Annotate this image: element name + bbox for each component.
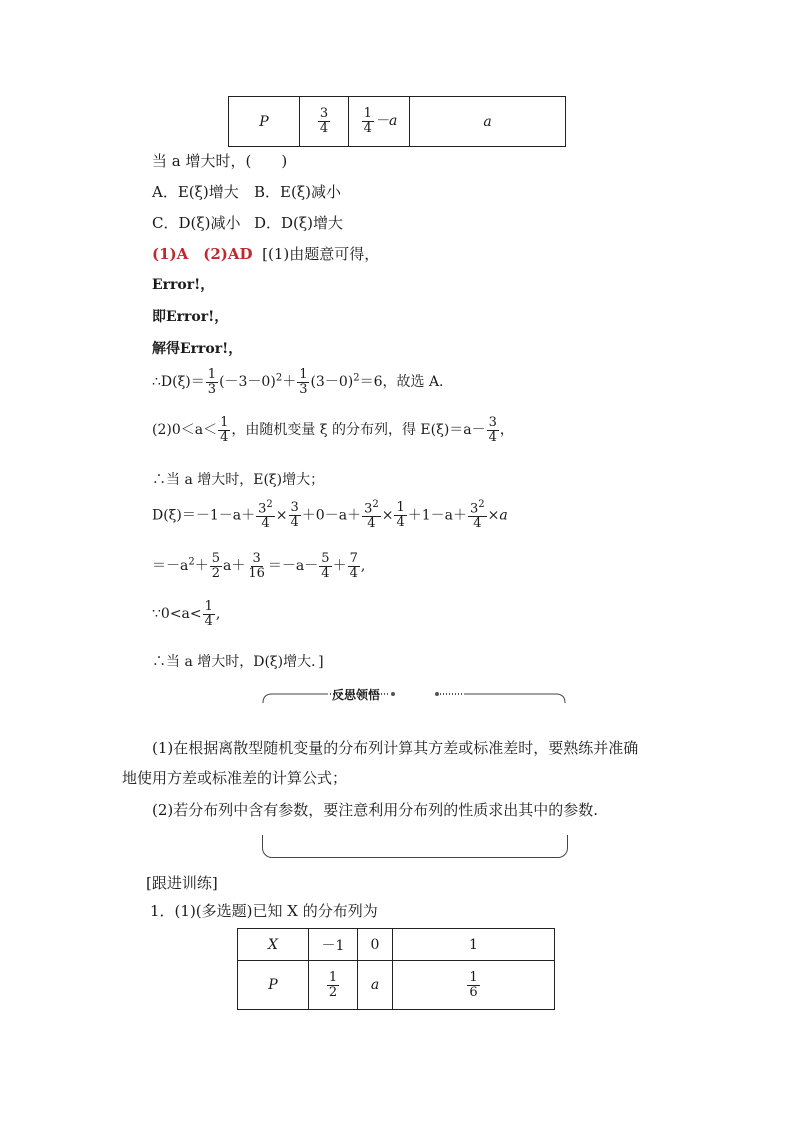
variance-simplified-line: $=-a^2+$ $\frac{5}{2}$ a＋ $\frac{3}{16}$ ＝－a－ $\frac{5}{4}$ ＋ $\frac{7}{4}$ , — [152, 551, 366, 581]
table-header-p: P — [238, 961, 309, 1010]
table-cell-p-label: P — [229, 97, 300, 147]
reflection-box-bottom-border — [262, 835, 568, 858]
reflection-point-2: (2)若分布列中含有参数，要注意利用分布列的性质求出其中的参数. — [152, 801, 599, 819]
table-cell-prob-1: $\frac{3}{4}$ — [300, 97, 349, 147]
error-line-2: 即Error!， — [152, 309, 229, 325]
reflection-point-1-cont: 地使用方差或标准差的计算公式； — [122, 769, 348, 787]
table-x-value-1: －1 — [309, 929, 358, 961]
answer-label: (1)A (2)AD — [152, 245, 253, 263]
practice-heading: [跟进训练] — [146, 874, 218, 892]
error-line-3: 解得Error!， — [152, 341, 243, 357]
reflection-point-1: (1)在根据离散型随机变量的分布列计算其方差或标准差时，要熟练并准确 — [152, 739, 639, 757]
option-a: A．E(ξ)增大 — [152, 183, 239, 201]
table-x-value-2: 0 — [358, 929, 393, 961]
table-header-x: X — [238, 929, 309, 961]
table-p-value-2: a — [358, 961, 393, 1010]
option-d: D．D(ξ)增大 — [254, 214, 344, 232]
reflection-box-top-border — [262, 690, 566, 704]
solution-first-line: (1)A (2)AD [(1)由题意可得， — [152, 245, 380, 263]
practice-question-1: 1．(1)(多选题)已知 X 的分布列为 — [150, 902, 378, 920]
expectation-line: (2)0＜a＜ $\frac{1}{4}$ ，由随机变量 ξ 的分布列，得 E(ξ)＝a－ $\frac{3}{4}$ ， — [152, 415, 514, 445]
reflection-title: 反思领悟 — [332, 688, 381, 702]
variance-calc-line: ∴D(ξ)＝ $\frac{1}{3}$ $(-3-0)^2+$ $\frac{1}{3}$ $(3-0)^2=6$，故选 A. — [152, 367, 444, 397]
increase-line-d: ∴当 a 增大时，D(ξ)增大．] — [152, 654, 324, 670]
option-c: C．D(ξ)减小 — [152, 214, 241, 232]
option-b: B．E(ξ)减小 — [254, 183, 341, 201]
distribution-table-top — [228, 96, 566, 147]
table-cell-prob-2: $\frac{1}{4}$ －a — [349, 97, 410, 147]
table-p-value-1: $\frac{1}{2}$ — [309, 961, 358, 1010]
error-line-1: Error!， — [152, 277, 215, 293]
table-p-value-3: $\frac{1}{6}$ — [393, 961, 555, 1010]
table-cell-prob-3: a — [410, 97, 566, 147]
range-line: ∵0<a< $\frac{1}{4}$ , — [152, 599, 221, 629]
table-x-value-3: 1 — [393, 929, 555, 961]
increase-line-e: ∴当 a 增大时，E(ξ)增大； — [152, 472, 325, 488]
question-stem: 当 a 增大时，( ) — [152, 152, 288, 170]
variance-expansion-line: D(ξ)＝－1－a＋ $\frac{3^2}{4}$ × $\frac{3}{4}$ ＋0－a＋ $\frac{3^2}{4}$ × $\frac{1}{4}$ ＋1－a＋ $\frac{3^2}{4}$ ×a — [152, 499, 508, 531]
distribution-table-practice — [237, 928, 555, 1010]
